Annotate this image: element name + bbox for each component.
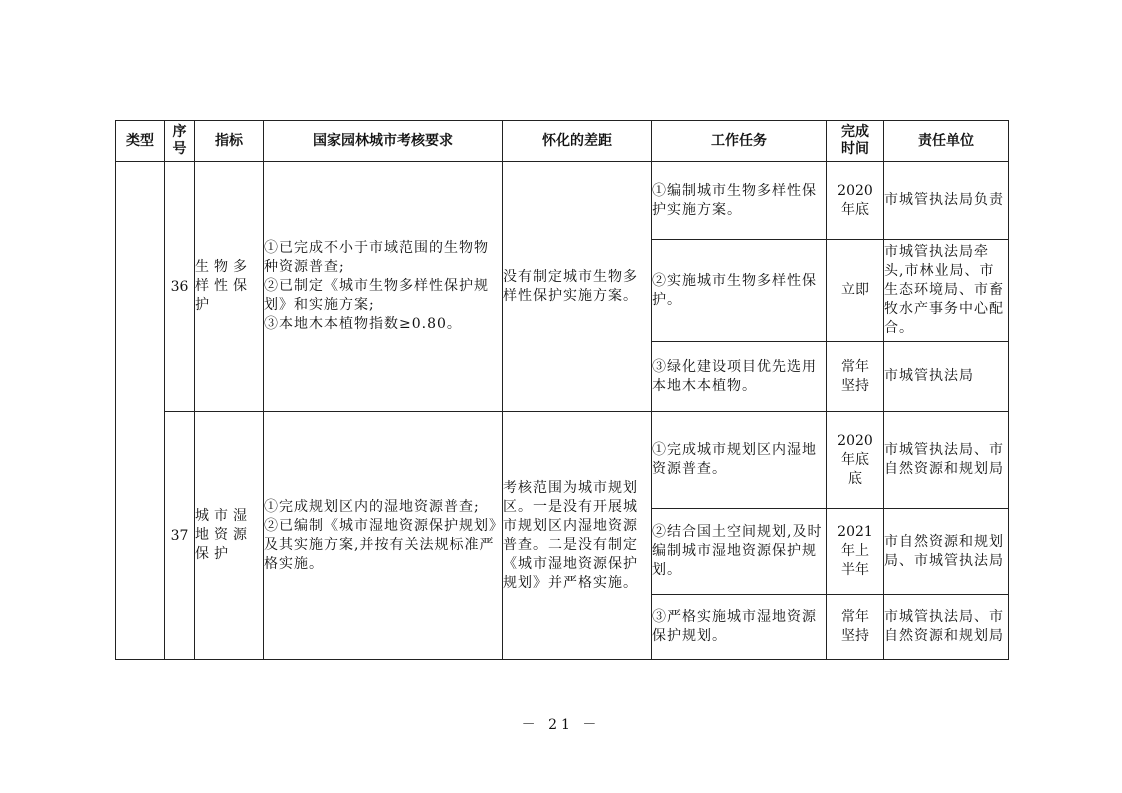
unit-cell: 市城管执法局负责 — [884, 162, 1009, 240]
header-row — [116, 121, 1009, 162]
gap-cell: 考核范围为城市规划区。一是没有开展城市规划区内湿地资源普查。二是没有制定《城市湿地资源保护规划》并严格实施。 — [503, 412, 652, 660]
table-row — [116, 162, 1009, 240]
unit-cell: 市城管执法局牵头,市林业局、市生态环境局、市畜牧水产事务中心配合。 — [884, 240, 1009, 342]
task-cell: ②结合国土空间规划,及时编制城市湿地资源保护规划。 — [652, 509, 827, 595]
header-number: 序 号 — [165, 121, 195, 162]
table-row — [116, 412, 1009, 509]
unit-cell: 市城管执法局、市自然资源和规划局 — [884, 595, 1009, 660]
page-number: － 21 － — [521, 717, 601, 733]
header-indicator: 指标 — [195, 121, 264, 162]
indicator-cell: 生物多样性保护 — [195, 162, 264, 412]
unit-cell: 市城管执法局 — [884, 342, 1009, 412]
time-cell: 立即 — [827, 240, 884, 342]
time-cell: 常年 坚持 — [827, 595, 884, 660]
requirement-cell: ①已完成不小于市域范围的生物物种资源普查; ②已制定《城市生物多样性保护规划》和实施方案; ③本地木本植物指数≥0.80。 — [264, 162, 503, 412]
time-cell: 2020 年底 — [827, 162, 884, 240]
header-time: 完成 时间 — [827, 121, 884, 162]
task-cell: ①编制城市生物多样性保护实施方案。 — [652, 162, 827, 240]
requirement-cell: ①完成规划区内的湿地资源普查; ②已编制《城市湿地资源保护规划》及其实施方案,并按有关法规标准严格实施。 — [264, 412, 503, 660]
time-cell: 常年 坚持 — [827, 342, 884, 412]
indicator-cell: 城市湿地资源保护 — [195, 412, 264, 660]
header-category: 类型 — [116, 121, 165, 162]
row-number: 36 — [165, 162, 195, 412]
category-cell — [116, 162, 165, 660]
row-number: 37 — [165, 412, 195, 660]
unit-cell: 市自然资源和规划局、市城管执法局 — [884, 509, 1009, 595]
task-cell: ①完成城市规划区内湿地资源普查。 — [652, 412, 827, 509]
time-cell: 2021 年上 半年 — [827, 509, 884, 595]
time-cell: 2020 年底 底 — [827, 412, 884, 509]
header-unit: 责任单位 — [884, 121, 1009, 162]
header-task: 工作任务 — [652, 121, 827, 162]
header-requirement: 国家园林城市考核要求 — [264, 121, 503, 162]
task-cell: ②实施城市生物多样性保护。 — [652, 240, 827, 342]
gap-cell: 没有制定城市生物多样性保护实施方案。 — [503, 162, 652, 412]
task-cell: ③严格实施城市湿地资源保护规划。 — [652, 595, 827, 660]
header-gap: 怀化的差距 — [503, 121, 652, 162]
task-cell: ③绿化建设项目优先选用本地木本植物。 — [652, 342, 827, 412]
assessment-table — [115, 120, 1009, 660]
unit-cell: 市城管执法局、市自然资源和规划局 — [884, 412, 1009, 509]
